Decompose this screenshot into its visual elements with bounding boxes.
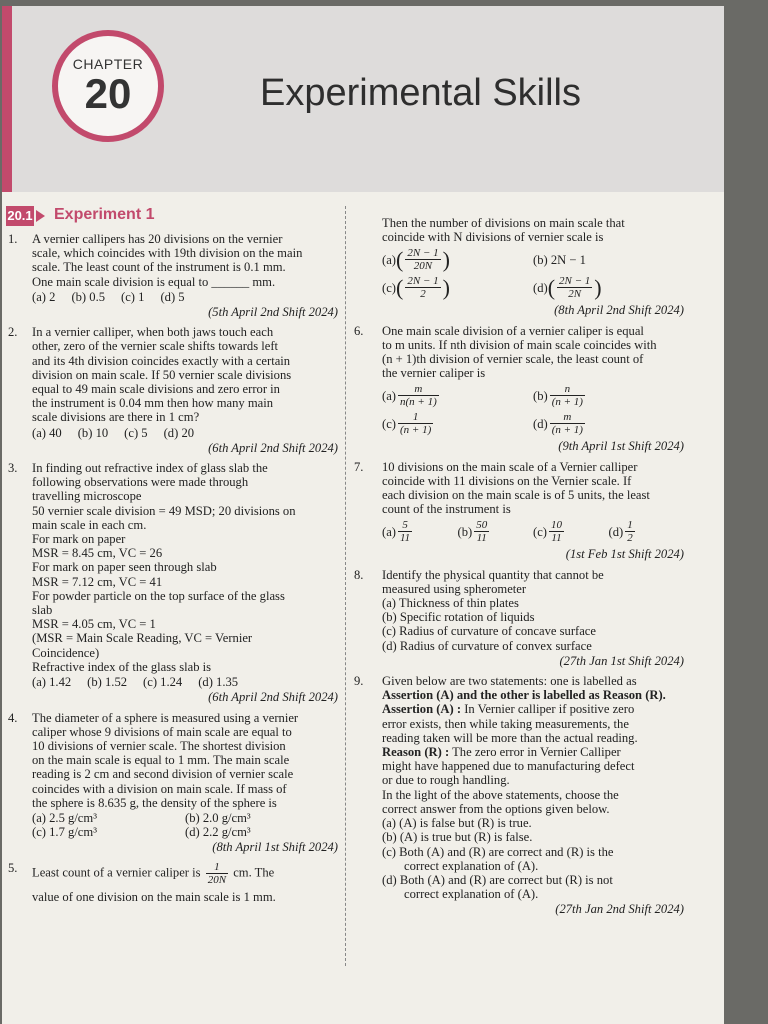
exam-shift: (5th April 2nd Shift 2024) bbox=[208, 305, 338, 320]
option-d-continued: correct explanation of (A). bbox=[404, 887, 539, 902]
question-text: MSR = 8.45 cm, VC = 26 bbox=[32, 546, 163, 561]
section-arrow-icon bbox=[36, 210, 45, 222]
question-1 bbox=[8, 232, 338, 319]
question-number: 2. bbox=[8, 325, 18, 340]
option-c-continued: correct explanation of (A). bbox=[404, 858, 539, 873]
question-number: 8. bbox=[354, 567, 364, 582]
question-text: Refractive index of the glass slab is bbox=[32, 659, 212, 674]
question-text: For mark on paper seen through slab bbox=[32, 560, 217, 575]
option-label: (a) bbox=[382, 388, 396, 403]
fraction-numerator: 1 bbox=[206, 861, 228, 874]
question-text: scale divisions are there in 1 cm? bbox=[32, 410, 200, 425]
question-text: One main scale division of a vernier caliper is equal bbox=[382, 323, 644, 338]
reason bbox=[382, 745, 684, 759]
question-text: count of the instrument is bbox=[382, 502, 511, 517]
exam-shift: (6th April 2nd Shift 2024) bbox=[208, 690, 338, 705]
question-text: Given below are two statements: one is labelled as bbox=[382, 674, 637, 689]
fraction bbox=[405, 247, 440, 272]
paren-right: ) bbox=[594, 274, 602, 300]
question-text: scale. The least count of the instrument is 0.1 mm. bbox=[32, 260, 286, 275]
question-text: error exists, then while taking measurements, the bbox=[382, 716, 629, 731]
fraction-numerator: m bbox=[398, 383, 439, 396]
fraction-denominator: 11 bbox=[476, 532, 487, 545]
exam-shift: (8th April 1st Shift 2024) bbox=[212, 840, 338, 855]
fraction bbox=[206, 861, 228, 886]
question-text: reading is 2 cm and second division of vernier scale bbox=[32, 767, 294, 782]
question-text: Then the number of divisions on main scale that bbox=[382, 216, 625, 230]
question-text: reading taken will be more than the actual reading. bbox=[382, 730, 638, 745]
question-text: coincide with 11 divisions on the Vernier scale. If bbox=[382, 473, 632, 488]
exam-shift: (27th Jan 1st Shift 2024) bbox=[559, 653, 684, 668]
fraction bbox=[405, 275, 440, 300]
option-label: (a) bbox=[382, 252, 396, 267]
paren-right: ) bbox=[442, 246, 450, 272]
fraction-numerator: 5 bbox=[398, 519, 412, 532]
question-text: Coincidence) bbox=[32, 645, 100, 660]
option-c bbox=[533, 519, 609, 544]
fraction-denominator: 11 bbox=[551, 532, 562, 545]
option-a: (a) 2.5 g/cm³ bbox=[32, 810, 97, 825]
fraction bbox=[398, 383, 439, 408]
fraction-denominator: 2 bbox=[627, 532, 633, 545]
section-title: Experiment 1 bbox=[54, 206, 155, 223]
fraction-numerator: 2N − 1 bbox=[559, 275, 591, 288]
question-text: MSR = 4.05 cm, VC = 1 bbox=[32, 617, 156, 632]
option-b bbox=[533, 253, 684, 267]
question-number: 7. bbox=[354, 459, 364, 474]
question-text: the instrument is 0.04 mm then how many main bbox=[32, 396, 274, 411]
option-d: (d) 1.35 bbox=[198, 675, 239, 690]
option-label: (c) bbox=[382, 280, 396, 295]
option-a: (a) 40 bbox=[32, 425, 62, 440]
exam-shift: (6th April 2nd Shift 2024) bbox=[208, 440, 338, 455]
assertion-label: Assertion (A) : bbox=[382, 702, 462, 717]
question-text: and its 4th division coincides exactly with a certain bbox=[32, 353, 291, 368]
question-number: 1. bbox=[8, 232, 18, 246]
right-column bbox=[354, 216, 684, 923]
fraction-numerator: 2N − 1 bbox=[407, 247, 439, 260]
fraction bbox=[550, 411, 585, 436]
option-a: (a) Thickness of thin plates bbox=[382, 596, 519, 611]
fraction-numerator: m bbox=[550, 411, 585, 424]
option-text: (b) 2N − 1 bbox=[533, 252, 586, 267]
question-text: the vernier caliper is bbox=[382, 366, 486, 381]
option-a: (a) (A) is false but (R) is true. bbox=[382, 816, 532, 831]
fraction-denominator: n(n + 1) bbox=[399, 396, 437, 409]
question-text: A vernier callipers has 20 divisions on the vernier bbox=[32, 232, 283, 246]
option-a bbox=[382, 383, 533, 408]
reason-label: Reason (R) : bbox=[382, 745, 450, 760]
question-text: 50 vernier scale division = 49 MSD; 20 divisions on bbox=[32, 503, 296, 518]
exam-shift: (27th Jan 2nd Shift 2024) bbox=[555, 902, 684, 917]
fraction-denominator: 2 bbox=[420, 288, 426, 301]
fraction-denominator: 2N bbox=[568, 288, 582, 301]
fraction-denominator: 20N bbox=[207, 873, 227, 886]
option-a bbox=[382, 247, 533, 272]
question-text: For powder particle on the top surface of the glass bbox=[32, 588, 285, 603]
exam-shift: (8th April 2nd Shift 2024) bbox=[554, 303, 684, 318]
column-divider bbox=[345, 206, 346, 966]
question-text: MSR = 7.12 cm, VC = 41 bbox=[32, 574, 163, 589]
option-b: (b) (A) is true but (R) is false. bbox=[382, 830, 533, 845]
option-c bbox=[382, 275, 533, 300]
fraction bbox=[398, 519, 412, 544]
fraction-numerator: 2N − 1 bbox=[407, 275, 439, 288]
fraction bbox=[550, 383, 585, 408]
question-text: might have happened due to manufacturing defect bbox=[382, 759, 635, 774]
question-text: 10 divisions on the main scale of a Vernier calliper bbox=[382, 459, 638, 474]
option-b: (b) 0.5 bbox=[71, 289, 106, 304]
question-text: For mark on paper bbox=[32, 532, 126, 547]
paren-left: ( bbox=[547, 274, 556, 300]
question-text: to m units. If nth division of main scale coincides with bbox=[382, 337, 657, 352]
option-label: (d) bbox=[533, 416, 548, 431]
question-text: In the light of the above statements, choose the bbox=[382, 787, 619, 802]
question-text: In finding out refractive index of glass slab the bbox=[32, 461, 268, 476]
left-column bbox=[8, 232, 338, 910]
fraction-numerator: n bbox=[550, 383, 585, 396]
option-b: (b) 2.0 g/cm³ bbox=[185, 810, 251, 825]
fraction bbox=[625, 519, 635, 544]
option-d bbox=[533, 411, 684, 436]
option-label: (c) bbox=[533, 524, 547, 539]
paren-right: ) bbox=[442, 274, 450, 300]
option-c: (c) 1.24 bbox=[143, 675, 183, 690]
question-5 bbox=[8, 861, 338, 904]
option-d: (d) Radius of curvature of convex surface bbox=[382, 638, 592, 653]
book-page bbox=[2, 6, 724, 1024]
chapter-badge bbox=[52, 30, 164, 142]
question-number: 5. bbox=[8, 860, 18, 875]
question-text: equal to 49 main scale divisions and zero error in bbox=[32, 382, 280, 397]
question-text: cm. The bbox=[233, 864, 275, 879]
question-9 bbox=[354, 674, 684, 916]
option-a: (a) 1.42 bbox=[32, 675, 72, 690]
question-number: 6. bbox=[354, 323, 364, 338]
chapter-title: Experimental Skills bbox=[260, 72, 581, 114]
question-8 bbox=[354, 568, 684, 668]
question-text: each division on the main scale is of 5 units, the least bbox=[382, 488, 650, 503]
option-c: (c) 1.7 g/cm³ bbox=[32, 825, 97, 840]
option-label: (b) bbox=[457, 524, 473, 539]
question-text: correct answer from the options given below. bbox=[382, 801, 610, 816]
question-text: following observations were made through bbox=[32, 475, 249, 490]
fraction-denominator: (n + 1) bbox=[551, 424, 583, 437]
question-text: travelling microscope bbox=[32, 489, 142, 504]
option-a: (a) 2 bbox=[32, 289, 56, 304]
option-c bbox=[382, 411, 533, 436]
option-label: (d) bbox=[608, 524, 624, 539]
question-7 bbox=[354, 460, 684, 562]
option-label: (c) bbox=[382, 416, 396, 431]
question-4 bbox=[8, 711, 338, 855]
option-c: (c) 1 bbox=[121, 289, 145, 304]
question-text: (n + 1)th division of vernier scale, the least count of bbox=[382, 352, 644, 367]
fraction bbox=[474, 519, 489, 544]
option-b bbox=[458, 519, 534, 544]
fraction-numerator: 1 bbox=[627, 519, 633, 532]
fraction-numerator: 10 bbox=[550, 519, 562, 532]
question-text: (MSR = Main Scale Reading, VC = Vernier bbox=[32, 631, 253, 646]
option-b bbox=[533, 383, 684, 408]
question-text: Identify the physical quantity that cannot be bbox=[382, 567, 604, 582]
fraction-numerator: 50 bbox=[476, 519, 488, 532]
reason-text: The zero error in Vernier Calliper bbox=[452, 745, 621, 760]
question-number: 9. bbox=[354, 674, 364, 689]
question-3 bbox=[8, 461, 338, 704]
question-number: 3. bbox=[8, 461, 18, 476]
exam-shift: (1st Feb 1st Shift 2024) bbox=[565, 547, 684, 562]
option-b: (b) 10 bbox=[77, 425, 109, 440]
section-number: 20.1 bbox=[6, 206, 34, 226]
question-text: measured using spherometer bbox=[382, 581, 527, 596]
assertion-text: In Vernier calliper if positive zero bbox=[464, 702, 635, 717]
option-d bbox=[609, 519, 685, 544]
option-d: (d) Both (A) and (R) are correct but (R) is not bbox=[382, 872, 613, 887]
option-b: (b) Specific rotation of liquids bbox=[382, 610, 535, 625]
option-d: (d) 20 bbox=[163, 425, 195, 440]
question-number: 4. bbox=[8, 710, 18, 725]
option-d bbox=[533, 275, 684, 300]
question-text: on the main scale is equal to 1 mm. The main scale bbox=[32, 753, 290, 768]
option-c: (c) Both (A) and (R) are correct and (R) is the bbox=[382, 844, 614, 859]
option-d: (d) 5 bbox=[160, 289, 185, 304]
question-text: other, zero of the vernier scale shifts towards left bbox=[32, 339, 279, 354]
chapter-label: CHAPTER bbox=[72, 56, 144, 72]
question-text: caliper whose 9 divisions of main scale are equal to bbox=[32, 724, 292, 739]
question-text: coincide with N divisions of vernier scale is bbox=[382, 230, 604, 245]
question-text: Assertion (A) and the other is labelled as Reason (R). bbox=[382, 688, 666, 703]
question-text: division on main scale. If 50 vernier scale divisions bbox=[32, 367, 292, 382]
option-label: (d) bbox=[533, 280, 548, 295]
question-text: or due to rough handling. bbox=[382, 773, 510, 788]
question-5-continued bbox=[354, 216, 684, 318]
assertion bbox=[382, 702, 684, 716]
question-text: the sphere is 8.635 g, the density of the sphere is bbox=[32, 795, 277, 810]
question-6 bbox=[354, 324, 684, 454]
question-text: 10 divisions of vernier scale. The shortest division bbox=[32, 738, 286, 753]
fraction bbox=[549, 519, 564, 544]
question-text: coincides with a division on main scale. If mass of bbox=[32, 781, 287, 796]
option-label: (b) bbox=[533, 388, 548, 403]
fraction-denominator: (n + 1) bbox=[399, 424, 432, 437]
option-label: (a) bbox=[382, 524, 396, 539]
fraction-denominator: 11 bbox=[399, 532, 411, 545]
fraction bbox=[398, 411, 433, 436]
exam-shift: (9th April 1st Shift 2024) bbox=[558, 439, 684, 454]
question-text: The diameter of a sphere is measured using a vernier bbox=[32, 710, 299, 725]
fraction-denominator: 20N bbox=[413, 260, 433, 273]
fraction-denominator: (n + 1) bbox=[551, 396, 583, 409]
question-text: One main scale division is equal to ______ mm. bbox=[32, 274, 276, 289]
question-2 bbox=[8, 325, 338, 455]
question-text: value of one division on the main scale is 1 mm. bbox=[32, 889, 276, 904]
question-text: In a vernier calliper, when both jaws touch each bbox=[32, 325, 274, 340]
fraction bbox=[557, 275, 592, 300]
paren-left: ( bbox=[395, 274, 404, 300]
option-b: (b) 1.52 bbox=[87, 675, 128, 690]
option-c: (c) Radius of curvature of concave surface bbox=[382, 624, 596, 639]
option-c: (c) 5 bbox=[124, 425, 148, 440]
option-a bbox=[382, 519, 458, 544]
option-d: (d) 2.2 g/cm³ bbox=[185, 825, 251, 840]
chapter-header bbox=[2, 6, 724, 192]
fraction-numerator: 1 bbox=[398, 411, 433, 424]
header-accent-bar bbox=[2, 6, 12, 192]
question-text: scale, which coincides with 19th division on the main bbox=[32, 246, 303, 261]
chapter-number: 20 bbox=[84, 70, 132, 117]
question-text: Least count of a vernier caliper is bbox=[32, 864, 201, 879]
question-text: slab bbox=[32, 603, 53, 618]
paren-left: ( bbox=[395, 246, 404, 272]
question-text: main scale in each cm. bbox=[32, 517, 147, 532]
